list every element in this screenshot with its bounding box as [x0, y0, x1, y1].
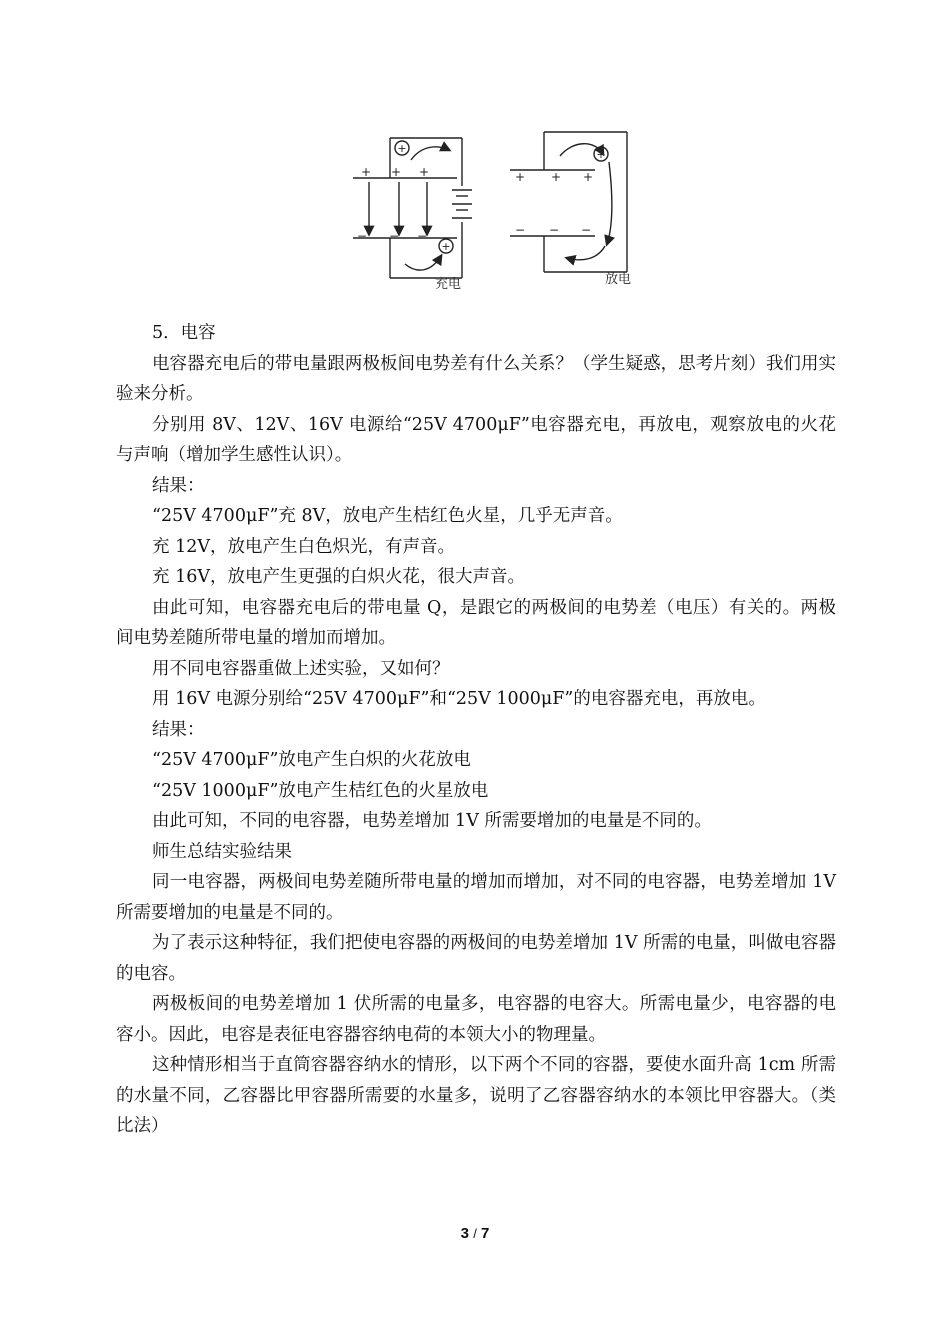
paragraph: 充 16V，放电产生更强的白炽火花，很大声音。 [152, 567, 525, 587]
paragraph: 用不同电容器重做上述实验，又如何？ [152, 658, 450, 679]
paragraph: 5．电容 [152, 323, 216, 343]
paragraph: 结果： [152, 719, 205, 740]
paragraph: “25V 1000μF”放电产生桔红色的火星放电 [152, 780, 489, 801]
minus-sign: − [417, 229, 428, 243]
paragraph: “25V 4700μF”放电产生白炽的火花放电 [152, 750, 471, 770]
paragraph: 分别用 8V、12V、16V 电源给“25V 4700μF”电容器充电，再放电，观察放电的火花与声响（增加学生感性认识）。 [116, 414, 836, 465]
paragraph: 这种情形相当于直筒容器容纳水的情形，以下两个不同的容器，要使水面升高 1cm 所需的水量不同，乙容器比甲容器所需要的水量多，说明了乙容器容纳水的本领比甲容器大。（类比法） [116, 1055, 836, 1136]
charge-label: 充电 [435, 277, 462, 292]
paragraph: 电容器充电后的带电量跟两极板间电势差有什么关系？（学生疑惑，思考片刻）我们用实验来分析。 [116, 353, 836, 404]
plus-sign: + [583, 170, 594, 184]
paragraph: 由此可知，不同的电容器，电势差增加 1V 所需要增加的电量是不同的。 [152, 811, 712, 831]
plus-sign: + [551, 170, 562, 184]
minus-sign: − [549, 223, 560, 237]
capacitor-charge-discharge-figure [345, 126, 641, 300]
plus-sign: + [515, 170, 526, 184]
charge-symbol-top: + [397, 142, 407, 155]
discharge-label: 放电 [605, 272, 632, 287]
paragraph: “25V 4700μF”充 8V，放电产生桔红色火星，几乎无声音。 [152, 506, 623, 526]
minus-sign: − [581, 223, 592, 237]
discharging-diagram [510, 132, 627, 272]
minus-sign: − [515, 223, 526, 237]
paragraph: 由此可知，电容器充电后的带电量 Q，是跟它的两极间的电势差（电压）有关的。两极间电势差随所带电量的增加而增加。 [116, 597, 836, 648]
plus-sign: + [391, 165, 402, 179]
document-body [116, 318, 836, 1142]
page-total: 7 [480, 1225, 490, 1242]
page-separator: / [473, 1226, 477, 1241]
minus-sign: − [357, 229, 368, 243]
paragraph: 师生总结实验结果 [152, 841, 292, 862]
page-current: 3 [460, 1225, 470, 1242]
paragraph: 为了表示这种特征，我们把使电容器的两极间的电势差增加 1V 所需的电量，叫做电容器的电容。 [116, 933, 836, 984]
charging-diagram [353, 138, 472, 278]
charge-symbol-bottom: + [441, 240, 451, 253]
charge-symbol-discharge: + [596, 148, 606, 161]
paragraph: 同一电容器，两极间电势差随所带电量的增加而增加，对不同的电容器，电势差增加 1V 所需要增加的电量是不同的。 [116, 872, 836, 923]
plus-sign: + [419, 165, 430, 179]
page-number-footer [0, 1225, 950, 1242]
plus-sign: + [361, 165, 372, 179]
paragraph: 用 16V 电源分别给“25V 4700μF”和“25V 1000μF”的电容器充电，再放电。 [152, 689, 766, 709]
paragraph: 结果： [152, 475, 205, 496]
paragraph: 两极板间的电势差增加 1 伏所需的电量多，电容器的电容大。所需电量少，电容器的电容小。因此，电容是表征电容器容纳电荷的本领大小的物理量。 [116, 994, 836, 1045]
paragraph: 充 12V，放电产生白色炽光，有声音。 [152, 536, 455, 557]
minus-sign: − [389, 229, 400, 243]
